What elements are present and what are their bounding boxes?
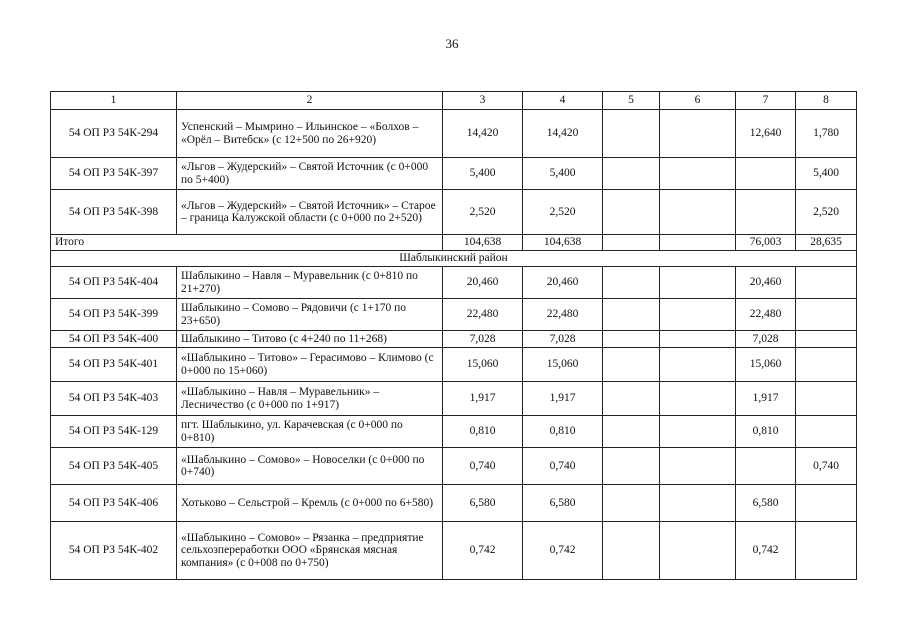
road-code: 54 ОП РЗ 54К-398	[51, 190, 177, 235]
length-col8	[796, 416, 857, 448]
length-col8	[796, 299, 857, 331]
length-col8: 1,780	[796, 110, 857, 158]
road-name: Шаблыкино – Сомово – Рядовичи (с 1+170 по 23+650)	[177, 299, 443, 331]
total-row	[51, 235, 857, 251]
length-col4: 20,460	[523, 267, 603, 299]
header-row	[51, 92, 857, 110]
page-number: 36	[445, 36, 459, 51]
length-col4: 5,400	[523, 158, 603, 190]
length-total: 0,810	[443, 416, 523, 448]
length-col5	[603, 190, 660, 235]
length-col7: 6,580	[736, 485, 796, 522]
length-total: 22,480	[443, 299, 523, 331]
length-total: 7,028	[443, 331, 523, 348]
total-col5	[603, 235, 660, 251]
road-name: «Льгов – Жудерский» – Святой Источник» – Старое – граница Калужской области (с 0+000 по 2+520)	[177, 190, 443, 235]
length-total: 2,520	[443, 190, 523, 235]
table-row	[51, 416, 857, 448]
length-col6	[660, 299, 736, 331]
length-col4: 22,480	[523, 299, 603, 331]
table-row	[51, 267, 857, 299]
road-name: пгт. Шаблыкино, ул. Карачевская (с 0+000 по 0+810)	[177, 416, 443, 448]
length-col4: 2,520	[523, 190, 603, 235]
length-col4: 1,917	[523, 382, 603, 416]
length-col7	[736, 448, 796, 485]
road-code: 54 ОП РЗ 54К-294	[51, 110, 177, 158]
length-col5	[603, 382, 660, 416]
length-col8: 2,520	[796, 190, 857, 235]
length-total: 15,060	[443, 348, 523, 382]
length-total: 6,580	[443, 485, 523, 522]
table-row	[51, 382, 857, 416]
table-row	[51, 485, 857, 522]
road-code: 54 ОП РЗ 54К-397	[51, 158, 177, 190]
length-total: 5,400	[443, 158, 523, 190]
table-row	[51, 522, 857, 580]
header-cell: 2	[177, 92, 443, 110]
length-col4: 6,580	[523, 485, 603, 522]
header-cell: 6	[660, 92, 736, 110]
length-col7	[736, 190, 796, 235]
length-col7: 22,480	[736, 299, 796, 331]
length-col4: 0,740	[523, 448, 603, 485]
length-total: 1,917	[443, 382, 523, 416]
length-col8: 0,740	[796, 448, 857, 485]
length-col4: 0,810	[523, 416, 603, 448]
total-col8: 28,635	[796, 235, 857, 251]
length-col4: 14,420	[523, 110, 603, 158]
header-cell: 8	[796, 92, 857, 110]
length-col4: 0,742	[523, 522, 603, 580]
length-col4: 7,028	[523, 331, 603, 348]
road-name: «Шаблыкино – Титово» – Герасимово – Климово (с 0+000 по 15+060)	[177, 348, 443, 382]
length-col8	[796, 485, 857, 522]
table-row	[51, 448, 857, 485]
length-total: 0,742	[443, 522, 523, 580]
length-col6	[660, 416, 736, 448]
length-col7: 7,028	[736, 331, 796, 348]
total-col3: 104,638	[443, 235, 523, 251]
length-col5	[603, 416, 660, 448]
table-row	[51, 190, 857, 235]
table-row	[51, 348, 857, 382]
road-code: 54 ОП РЗ 54К-403	[51, 382, 177, 416]
header-cell: 3	[443, 92, 523, 110]
header-cell: 5	[603, 92, 660, 110]
length-col5	[603, 158, 660, 190]
length-col8: 5,400	[796, 158, 857, 190]
length-col5	[603, 299, 660, 331]
length-col8	[796, 382, 857, 416]
section-title: Шаблыкинский район	[51, 251, 857, 267]
total-col7: 76,003	[736, 235, 796, 251]
length-col6	[660, 348, 736, 382]
total-label: Итого	[51, 235, 443, 251]
length-col7	[736, 158, 796, 190]
length-col7: 1,917	[736, 382, 796, 416]
length-col5	[603, 485, 660, 522]
length-col6	[660, 331, 736, 348]
length-col6	[660, 110, 736, 158]
roads-table	[50, 91, 857, 580]
road-name: «Шаблыкино – Сомово» – Рязанка – предприятие сельхозпереработки ООО «Брянская мясная компания» (с 0+008 по 0+750)	[177, 522, 443, 580]
length-total: 0,740	[443, 448, 523, 485]
length-col5	[603, 448, 660, 485]
length-col5	[603, 110, 660, 158]
road-code: 54 ОП РЗ 54К-399	[51, 299, 177, 331]
length-col7: 20,460	[736, 267, 796, 299]
length-col6	[660, 190, 736, 235]
length-col4: 15,060	[523, 348, 603, 382]
table-row	[51, 158, 857, 190]
length-col5	[603, 267, 660, 299]
length-col7: 12,640	[736, 110, 796, 158]
length-col7: 15,060	[736, 348, 796, 382]
length-col5	[603, 331, 660, 348]
road-code: 54 ОП РЗ 54К-405	[51, 448, 177, 485]
length-col6	[660, 382, 736, 416]
length-col8	[796, 348, 857, 382]
length-total: 14,420	[443, 110, 523, 158]
road-name: «Льгов – Жудерский» – Святой Источник (с 0+000 по 5+400)	[177, 158, 443, 190]
length-col6	[660, 448, 736, 485]
header-cell: 4	[523, 92, 603, 110]
length-col7: 0,742	[736, 522, 796, 580]
length-col8	[796, 522, 857, 580]
total-col6	[660, 235, 736, 251]
table-row	[51, 331, 857, 348]
length-col7: 0,810	[736, 416, 796, 448]
road-code: 54 ОП РЗ 54К-404	[51, 267, 177, 299]
road-code: 54 ОП РЗ 54К-402	[51, 522, 177, 580]
road-name: Шаблыкино – Навля – Муравельник (с 0+810 по 21+270)	[177, 267, 443, 299]
length-col6	[660, 485, 736, 522]
road-name: Хотьково – Сельстрой – Кремль (с 0+000 по 6+580)	[177, 485, 443, 522]
road-code: 54 ОП РЗ 54К-401	[51, 348, 177, 382]
length-col6	[660, 158, 736, 190]
length-col6	[660, 522, 736, 580]
header-cell: 1	[51, 92, 177, 110]
road-name: Успенский – Мымрино – Ильинское – «Болхов – «Орёл – Витебск» (с 12+500 по 26+920)	[177, 110, 443, 158]
length-total: 20,460	[443, 267, 523, 299]
road-code: 54 ОП РЗ 54К-400	[51, 331, 177, 348]
length-col5	[603, 522, 660, 580]
road-code: 54 ОП РЗ 54К-406	[51, 485, 177, 522]
length-col8	[796, 331, 857, 348]
road-name: «Шаблыкино – Сомово» – Новоселки (с 0+000 по 0+740)	[177, 448, 443, 485]
table-row	[51, 110, 857, 158]
length-col5	[603, 348, 660, 382]
table-row	[51, 299, 857, 331]
header-cell: 7	[736, 92, 796, 110]
length-col8	[796, 267, 857, 299]
road-code: 54 ОП РЗ 54К-129	[51, 416, 177, 448]
total-col4: 104,638	[523, 235, 603, 251]
section-row	[51, 251, 857, 267]
road-name: «Шаблыкино – Навля – Муравельник» – Лесничество (с 0+000 по 1+917)	[177, 382, 443, 416]
road-name: Шаблыкино – Титово (с 4+240 по 11+268)	[177, 331, 443, 348]
length-col6	[660, 267, 736, 299]
